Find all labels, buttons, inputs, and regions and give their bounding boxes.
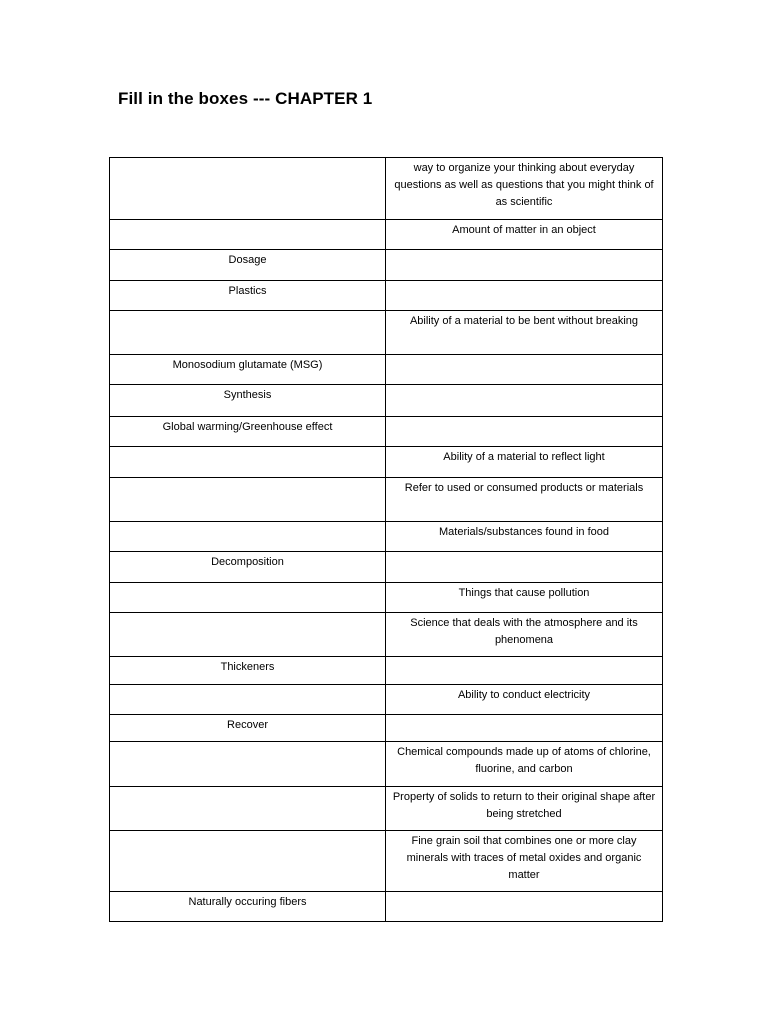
definition-cell[interactable]: Refer to used or consumed products or materials <box>386 478 663 522</box>
table-row <box>110 831 663 892</box>
term-cell[interactable] <box>110 522 386 552</box>
term-cell[interactable] <box>110 447 386 478</box>
term-cell[interactable] <box>110 158 386 220</box>
term-cell[interactable] <box>110 787 386 831</box>
table-row <box>110 583 663 613</box>
term-cell[interactable] <box>110 685 386 715</box>
term-cell[interactable]: Global warming/Greenhouse effect <box>110 417 386 447</box>
term-cell[interactable]: Decomposition <box>110 552 386 583</box>
definition-cell[interactable] <box>386 281 663 311</box>
table-row <box>110 613 663 657</box>
definition-cell[interactable]: Amount of matter in an object <box>386 220 663 250</box>
term-cell[interactable]: Monosodium glutamate (MSG) <box>110 355 386 385</box>
table-row <box>110 892 663 922</box>
definition-cell[interactable] <box>386 250 663 281</box>
definition-cell[interactable] <box>386 657 663 685</box>
table-row <box>110 158 663 220</box>
term-cell[interactable] <box>110 583 386 613</box>
table-row <box>110 552 663 583</box>
definition-cell[interactable]: Fine grain soil that combines one or more clay minerals with traces of metal oxides and organic matter <box>386 831 663 892</box>
definition-cell[interactable]: Materials/substances found in food <box>386 522 663 552</box>
definition-cell[interactable] <box>386 715 663 742</box>
table-row <box>110 385 663 417</box>
table-row <box>110 220 663 250</box>
definition-cell[interactable] <box>386 892 663 922</box>
definition-cell[interactable]: Ability to conduct electricity <box>386 685 663 715</box>
definition-cell[interactable]: Ability of a material to be bent without breaking <box>386 311 663 355</box>
fill-in-table <box>109 157 663 922</box>
table-row <box>110 417 663 447</box>
term-cell[interactable]: Thickeners <box>110 657 386 685</box>
definition-cell[interactable]: Things that cause pollution <box>386 583 663 613</box>
term-cell[interactable] <box>110 831 386 892</box>
table-row <box>110 742 663 787</box>
table-row <box>110 447 663 478</box>
term-cell[interactable]: Synthesis <box>110 385 386 417</box>
term-cell[interactable] <box>110 220 386 250</box>
definition-cell[interactable] <box>386 385 663 417</box>
page-title: Fill in the boxes --- CHAPTER 1 <box>118 89 373 108</box>
table-row <box>110 715 663 742</box>
term-cell[interactable] <box>110 742 386 787</box>
definition-cell[interactable]: Science that deals with the atmosphere and its phenomena <box>386 613 663 657</box>
table-row <box>110 787 663 831</box>
table-row <box>110 522 663 552</box>
definition-cell[interactable] <box>386 417 663 447</box>
definition-cell[interactable]: Chemical compounds made up of atoms of chlorine, fluorine, and carbon <box>386 742 663 787</box>
table-row <box>110 657 663 685</box>
term-cell[interactable]: Dosage <box>110 250 386 281</box>
table-row <box>110 250 663 281</box>
term-cell[interactable] <box>110 311 386 355</box>
definition-cell[interactable] <box>386 355 663 385</box>
table-row <box>110 311 663 355</box>
table-row <box>110 685 663 715</box>
table-row <box>110 281 663 311</box>
definition-cell[interactable]: Ability of a material to reflect light <box>386 447 663 478</box>
term-cell[interactable] <box>110 613 386 657</box>
term-cell[interactable]: Naturally occuring fibers <box>110 892 386 922</box>
definition-cell[interactable] <box>386 552 663 583</box>
term-cell[interactable]: Recover <box>110 715 386 742</box>
table-row <box>110 478 663 522</box>
term-cell[interactable] <box>110 478 386 522</box>
table-row <box>110 355 663 385</box>
definition-cell[interactable]: way to organize your thinking about everyday questions as well as questions that you might think of as scientific <box>386 158 663 220</box>
definition-cell[interactable]: Property of solids to return to their original shape after being stretched <box>386 787 663 831</box>
term-cell[interactable]: Plastics <box>110 281 386 311</box>
